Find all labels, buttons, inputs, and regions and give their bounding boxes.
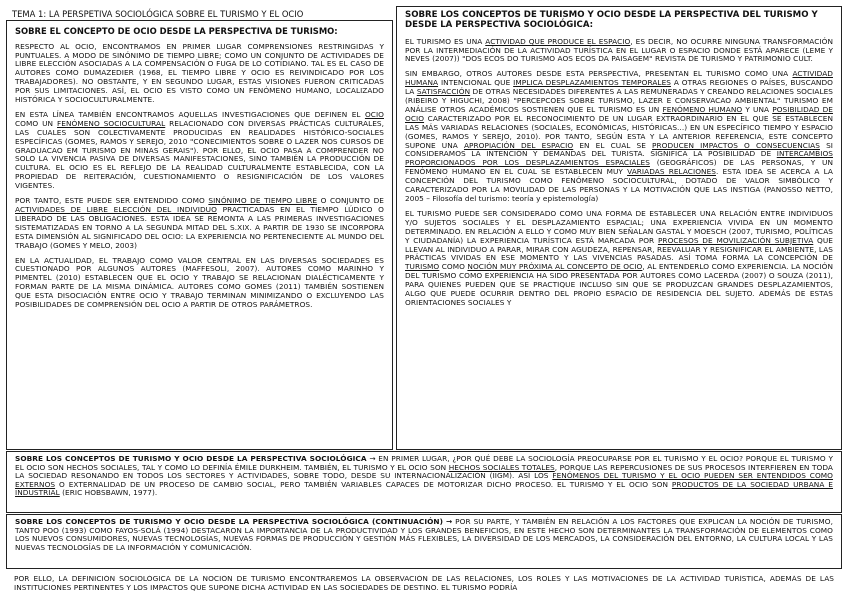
arrow-right-icon: → bbox=[369, 454, 376, 463]
text-run: (GEOGRÁFICOS) DE LAS PERSONAS, Y UN FENÓMENO HUMANO EN EL CUAL SE ESTABLECEN MUY bbox=[405, 158, 833, 177]
text-run: , PORQUE LAS REPERCUSIONES DE SUS PROCESOS INTERFIEREN EN TODA LA SOCIEDAD RESONANDO EN TODOS LOS SECTORES Y ACTIVIDADES, SOBRE TODO, DESDE SU INTERNACIONALIZACIÓN (IIGM). ASÍ LOS bbox=[15, 462, 833, 480]
underlined-term: HECHOS SOCIALES TOTALES bbox=[448, 462, 555, 472]
text-run: O EXTERNALIDAD DE UN PROCESO DE CAMBIO SOCIAL, PERO TAMBIÉN VARIABLES CAPACES DE MOTORIZAR DICHO PROCESO. EL TURISMO Y EL OCIO SON bbox=[55, 479, 672, 489]
underlined-term: SINÓNIMO DE TIEMPO LIBRE bbox=[208, 196, 318, 206]
underlined-term: ACTIVIDADES DE LIBRE ELECCIÓN DEL INDIVIDUO bbox=[15, 205, 217, 214]
right-paragraph-1 bbox=[405, 38, 833, 65]
text-run: EN PRIMER LUGAR, ¿POR QUÉ DEBE LA SOCIOLOGÍA PREOCUPARSE POR EL TURISMO Y EL OCIO? PORQUE EL TURISMO Y EL OCIO SON HECHOS SOCIALES, TAL Y COMO LO DEFINÍA ÉMILE DURKHEIM. TAMBIÉN, EL TURISMO Y EL OCIO SON bbox=[15, 454, 833, 472]
underlined-term: TURISMO bbox=[405, 262, 440, 272]
page-heading: TEMA 1: LA PERSPETIVA SOCIOLÓGICA SOBRE EL TURISMO Y EL OCIO bbox=[12, 9, 304, 19]
ocio-concept-box bbox=[6, 20, 393, 450]
text-run: EL TURISMO PUEDE SER CONSIDERADO COMO UNA FORMA DE ESTABLECER UNA RELACIÓN ENTRE INDIVIDUOS Y/O SUJETOS SOCIALES Y EL DESPLAZAMIENTO ESPACIAL; UNA EXPERIENCIA VIVIDA EN UN MOMENTO DETERMINADO. EN RELACIÓN A ELLO Y COMO MUY BIEN SEÑALAN GASTAL Y MOESCH (2007, TURISMO, POLÍTICAS Y CIUDADANÍA) LA EXPERIENCIA TURÍSTICA ESTÁ MARCADA POR bbox=[405, 208, 833, 245]
strip-2-paragraph bbox=[15, 518, 833, 552]
text-run: EL TURISMO ES UNA bbox=[405, 36, 486, 46]
underlined-term: VARIADAS RELACIONES bbox=[627, 167, 716, 177]
strip-1-paragraph bbox=[15, 455, 833, 498]
underlined-term: ACTIVIDAD QUE PRODUCE EL ESPACIO bbox=[485, 36, 631, 46]
book-title: Filosofía del turismo: teoría y epistemología) bbox=[432, 194, 599, 203]
left-box-title: SOBRE EL CONCEPTO DE OCIO DESDE LA PERSPECTIVA DE TURISMO: bbox=[15, 26, 338, 36]
text-run: EN EL CUAL SE bbox=[573, 140, 653, 150]
text-run: (ERIC HOBSBAWN, 1977). bbox=[59, 488, 158, 497]
text-run: POR SU PARTE, Y TAMBIÉN EN RELACIÓN A LOS FACTORES QUE EXPLICAN LA NOCIÓN DE TURISMO, TANTO POO (1993) COMO FAYOS-SOLÁ (1994) DESTACARON LA IMPORTANCIA DE LA PRODUCTIVIDAD Y LOS GRANDES BENEFICIOS, EN ESTE HECHO SON DETERMINANTES LA TRANSFORMACIÓN DE ELEMENTOS COMO LOS NUEVOS CONSUMIDORES, NUEVAS TECNOLOGÍAS, NUEVAS FORMAS DE PRODUCCIÓN Y GESTIÓN MÁS FLEXIBLES, LA DIVERSIDAD DE LOS MERCADOS, LA CONSIDERACIÓN DEL ENTORNO, LA CULTURA LOCAL Y LAS NUEVAS TECNOLOGÍAS DE LA INFORMACIÓN Y COMUNICACIÓN. bbox=[15, 517, 833, 552]
underlined-term: FENÓMENO SOCIOCULTURAL bbox=[57, 118, 166, 128]
text-run: O CONJUNTO DE bbox=[317, 196, 385, 206]
sociological-perspective-continued-box bbox=[6, 514, 842, 569]
underlined-term: FENÓMENO HUMANO bbox=[662, 104, 743, 114]
underlined-term: APROPIACIÓN DEL ESPACIO bbox=[463, 140, 574, 150]
underlined-term: OCIO bbox=[364, 109, 384, 119]
left-paragraph-4: EN LA ACTUALIDAD, EL TRABAJO COMO VALOR CENTRAL EN LAS DIVERSAS SOCIEDADES ES CUESTIONADO POR ALGUNOS AUTORES (MAFFESOLI, 2007). AUTORES COMO MARINHO Y PIMENTEL (2010) ESTABLECEN QUE EL OCIO Y TRABAJO SE RELACIONAN DIALÉCTICAMENTE Y FORMAN PARTE DE LA MISMA DINÁMICA. AUTORES COMO GOMES (2011) TAMBIÉN SOSTIENEN QUE ESTA DISOCIACIÓN ENTRE OCIO Y TRABAJO TERMINAN MINIMIZANDO O EXCLUYENDO LAS POSIBILIDADES DE COMPRENSIÓN DEL OCIO A PARTIR DE OTROS PARÁMETROS. bbox=[15, 255, 384, 310]
strip-2-title: SOBRE LOS CONCEPTOS DE TURISMO Y OCIO DESDE LA PERSPECTIVA SOCIOLÓGICA (CONTINUACIÓN) bbox=[15, 517, 444, 526]
text-run: RELACIONADO CON DIVERSAS PRÁCTICAS CULTURALES, LAS CUALES SON COLECTIVAMENTE PRODUCIDAS EN REALIDADES HISTÓRICO-SOCIALES ESPECÍFICAS (GOMES, RAMOS Y SEREJO, 2010 "CONECIMIENTOS SOBRE O LAZER NOS CURSOS DE GRADUACAO EM TURISMO EN MINAS GERAIS"). POR ELLO, EL OCIO PASA A COMPRENDER NO SOLO LA VIVENCIA PASIVA DE DIVERSAS MANIFESTACIONES, SINO TAMBIÉN LA PRODUCCIÓN DE CULTURA. EL OCIO ES EL REFLEJO DE LA REALIDAD CULTURALMENTE ESTABLECIDA, CON LA PROPIEDAD DE REITERACIÓN, CUESTIONAMIENTO O RESIGNIFICACIÓN DE LOS VALORES VIGENTES. bbox=[15, 118, 385, 191]
text-run: QUE LLEVAN AL INDIVIDUO A PARAR, MIRAR CON AGUDEZA, REPENSAR, REEVALUAR Y RESIGNIFICAR EL AMBIENTE, LAS PRÁCTICAS VIVIDAS EN ESE MOMENTO Y LAS VIVENCIAS PASADAS. ASÍ TOMA FORMA LA CONCEPCIÓN DE bbox=[405, 235, 833, 263]
sociological-perspective-box bbox=[6, 451, 842, 513]
underlined-term: PRODUCTOS DE LA SOCIEDAD URBANA E INDUSTRIAL bbox=[15, 479, 833, 497]
text-run: POR TANTO, ESTE PUEDE SER ENTENDIDO COMO bbox=[15, 196, 209, 206]
underlined-term: SATISFACCIÓN bbox=[416, 87, 471, 97]
underlined-term: IMPLICA DESPLAZAMIENTOS TEMPORALES bbox=[513, 78, 671, 88]
right-paragraph-2 bbox=[405, 70, 833, 204]
arrow-right-icon: → bbox=[445, 517, 453, 526]
text-run: , AL ENTENDERLO COMO EXPERIENCIA. LA NOCIÓN DEL TURISMO COMO EXPERIENCIA HA SIDO PRESENTADA POR AUTORES COMO LACERDA (2007) O SOUZA (2011), PARA QUIENES PUEDEN QUE SE PRACTIQUE INCLUSO SIN QUE SE PRODUZCAN GRANDES DESPLAZAMIENTOS, ALGO QUE PUEDE OCURRIR DENTRO DEL PROPIO ESPACIO DE RESIDENCIA DEL SUJETO. ADEMÁS DE ESTAS ORIENTACIONES SOCIALES Y bbox=[405, 262, 833, 307]
left-paragraph-2 bbox=[15, 111, 384, 191]
text-run: DE OTRAS NECESIDADES DIFERENTES A LAS REMUNERADAS Y CREANDO RELACIONES SOCIALES (RIBEIRO Y HIGUCHI, 2008) "PERCEPCOES SOBRE TURISMO, LAZER E CONSERVACAO AMBIENTAL" TURISMO EM ANÁLISE OTROS ACADÉMICOS SOSTIENEN QUE EL TURISMO ES UN bbox=[405, 87, 833, 114]
turismo-ocio-concepts-box bbox=[396, 6, 842, 450]
text-run: , ES DECIR, NO OCURRE NINGUNA TRANSFORMACIÓN POR LA INTERMEDIACIÓN DE LA ACTIVIDAD TURÍSTICA EN EL LUGAR O ESPACIO DONDE ESTÁ APARECE (LEME Y NEVES (2007)) "DOS ECOS DO TURISMO AOS ECOS DA PAISAGEM" REVISTA DE TURISMO Y PATRIMONIO CULT. bbox=[405, 36, 833, 64]
strip-1-title: SOBRE LOS CONCEPTOS DE TURISMO Y OCIO DESDE LA PERSPECTIVA SOCIOLÓGICA bbox=[15, 454, 367, 463]
text-run: COMO UN bbox=[15, 118, 58, 128]
underlined-term: ACTIVIDAD HUMANA bbox=[405, 69, 833, 88]
text-run: INTENCIONAL QUE bbox=[438, 78, 514, 88]
right-box-title: SOBRE LOS CONCEPTOS DE TURISMO Y OCIO DESDE LA PERSPECTIVA DEL TURISMO Y DESDE LA PERSPECTIVA SOCIOLÓGICA: bbox=[405, 10, 818, 30]
text-run: CARACTERIZADO POR EL RECONOCIMIENTO DE UN LUGAR EXTRAORDINARIO EN EL QUE SE ESTABLECEN LAS MÁS VARIADAS RELACIONES (SOCIALES, ECONÓMICAS, HISTÓRICAS...) EN UN ESPECÍFICO TIEMPO Y ESPACIO (GOMES, RAMOS Y SEREJO, 2010). POR TANTO, SEGÚN ESTA Y LA ANTERIOR REFERENCIA, ESTE CONCEPTO SUPONE UNA bbox=[405, 113, 833, 150]
underlined-term: INTERCAMBIOS PROPORCIONADOS POR LOS DESPLAZAMIENTOS ESPACIALES bbox=[405, 149, 833, 168]
text-run: A OTRAS REGIONES O PAÍSES, BUSCANDO LA bbox=[405, 78, 833, 97]
text-run: Y UNA bbox=[742, 104, 773, 114]
right-paragraph-3 bbox=[405, 210, 833, 308]
text-run: EN ESTA LÍNEA TAMBIÉN ENCONTRAMOS AQUELLAS INVESTIGACIONES QUE DEFINEN EL bbox=[15, 109, 365, 119]
underlined-term: NOCIÓN MUY PRÓXIMA AL CONCEPTO DE OCIO bbox=[467, 262, 643, 272]
left-paragraph-1: RESPECTO AL OCIO, ENCONTRAMOS EN PRIMER LUGAR COMPRENSIONES RESTRINGIDAS Y PUNTUALES. A MODO DE SINÓNIMO DE TIEMPO LIBRE; COMO UN CONJUNTO DE ACTIVIDADES DE LIBRE ELECCIÓN ASOCIADAS A LA COMPENSACIÓN O FUGA DE LO COTIDIANO. TAL ES EL CASO DE AUTORES COMO DUMAZEDIER (1968, EL TIEMPO LIBRE Y OCIO ES REIVINDICADO POR LOS TRABAJADORES). NO OBSTANTE, Y EN SEGUNDO LUGAR, ESTAS VISIONES FUERON CRITICADAS POR SUS LIMITACIONES. ASÍ, EL OCIO ES VISTO COMO UN FENÓMENO HUMANO, LOCALIZADO HISTÓRICA Y SOCIOCULTURALMENTE. bbox=[15, 41, 384, 105]
underlined-term: POSIBILIDAD DE OCIO bbox=[405, 104, 833, 123]
text-run: COMO bbox=[439, 262, 468, 272]
text-run: SIN EMBARGO, OTROS AUTORES DESDE ESTA PERSPECTIVA, PRESENTAN EL TURISMO COMO UNA bbox=[405, 69, 793, 79]
underlined-term: PROCESOS DE MOVILIZACIÓN SUBJETIVA bbox=[657, 235, 814, 245]
left-paragraph-3 bbox=[15, 197, 384, 250]
closing-text bbox=[14, 575, 834, 599]
closing-paragraph: POR ELLO, LA DEFINICIÓN SOCIOLÓGICA DE LA NOCIÓN DE TURISMO ENCONTRAREMOS LA OBSERVACIÓN DE LAS RELACIONES, LOS ROLES Y LAS MOTIVACIONES DE LA ACTIVIDAD TURÍSTICA, ADEMÁS DE LAS INSTITUCIONES PERTINENTES Y LOS IMPACTOS QUE SUPONE DICHA ACTIVIDAD EN LAS SOCIEDADES DE DESTINO. EL TURISMO PODRÍA bbox=[14, 575, 834, 592]
text-run: PRACTICADAS EN EL TIEMPO LÚDICO O LIBERADO DE LAS OBLIGACIONES. ESTA IDEA SE REMONTA A LAS PRIMERAS INVESTIGACIONES SISTEMATIZADAS EN TORNO A LA SEGUNDA MITAD DEL S.XIX. A PARTIR DE 1930 SE INCORPORA ESTA DIMENSIÓN AL SIGNIFICADO DEL OCIO: LA EXPERIENCIA NO PERTENECIENTE AL MUNDO DEL TRABAJO (GOMES Y MELO, 2003) bbox=[15, 205, 384, 250]
text-run: . ESTA IDEA SE ACERCA A LA CONCEPCIÓN DEL TURISMO COMO FENÓMENO SOCIOCULTURAL, DOTADO DE VALOR SIMBÓLICO Y CARACTERIZADO POR LA MOVILIDAD DE LAS PERSONAS Y LA MOTIVACIÓN QUE LAS INSTIGA (PANOSSO NETTO, 2005 – bbox=[405, 167, 833, 203]
underlined-term: FENÓMENOS DEL TURISMO Y EL OCIO PUEDEN SER ENTENDIDOS COMO EXTERNOS bbox=[15, 471, 833, 489]
text-run: SI CONSIDERAMOS LA INTENCIÓN Y DEMANDAS DEL TURISTA. SIGNIFICA LA POSIBILIDAD DE bbox=[405, 140, 834, 159]
underlined-term: PRODUCEN IMPACTOS O CONSECUENCIAS bbox=[652, 140, 820, 150]
